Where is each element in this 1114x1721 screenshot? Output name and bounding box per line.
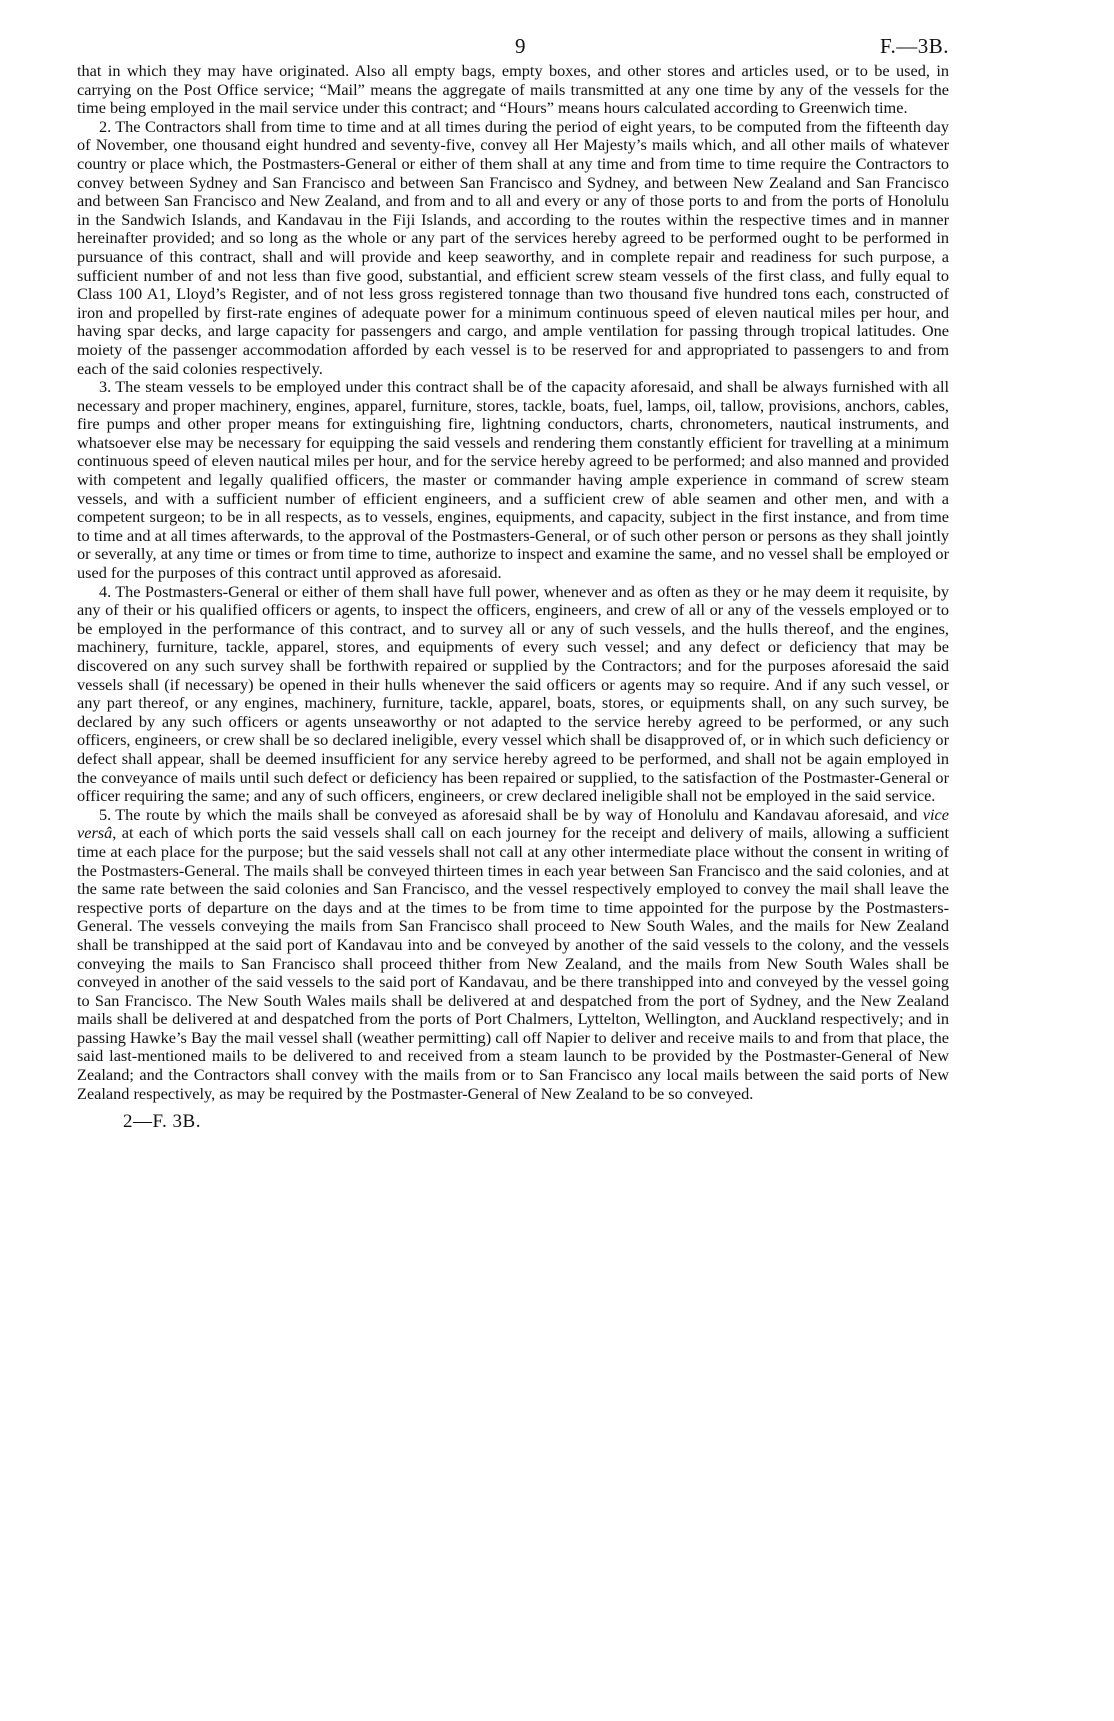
document-page	[77, 0, 949, 1133]
paragraph-clause-3	[77, 378, 949, 583]
paragraph-text: The Postmasters-General or either of them shall have full power, whenever and as often as they or he may deem it requisite, by any of their or his qualified officers or agents, to inspect the officers, engineers, and crew of all or any of the vessels employed or to be employed in the performance of this contract, and to survey all or any of such vessels, and the hulls thereof, and the engines, machinery, furniture, tackle, apparel, stores, and equipments of every such vessel; and any defect or deficiency that may be discovered on any such survey shall be forthwith repaired or supplied by the Contractors; and for the purposes aforesaid the said vessels shall (if necessary) be opened in their hulls whenever the said officers or agents may so require. And if any such vessel, or any part thereof, or any engines, machinery, furniture, tackle, apparel, boats, stores, or equipments shall, on any such survey, be declared by any such officers or agents unseaworthy or not adapted to the service hereby agreed to be performed, or any such officers, engineers, or crew shall be so declared ineligible, every vessel which shall be disapproved of, or in which such deficiency or defect shall appear, shall be deemed insufficient for any service hereby agreed to be performed, and shall not be again employed in the conveyance of mails until such defect or deficiency has been repaired or supplied, to the satisfaction of the Postmaster-General or officer requiring the same; and any of such officers, engineers, or crew declared ineligible shall not be employed in the said service.	[77, 581, 949, 806]
clause-number: 5.	[99, 804, 112, 824]
signature-mark: 2—F. 3B.	[123, 1111, 201, 1133]
paragraph-continuation	[77, 62, 949, 118]
document-body	[77, 62, 949, 1103]
paragraph-clause-4	[77, 583, 949, 806]
paragraph-text: that in which they may have originated. Also all empty bags, empty boxes, and other stores and articles used, or to be used, in carrying on the Post Office service; “Mail” means the aggregate of mails transmitted at any one time by any of the vessels for the time being employed in the mail service under this contract; and “Hours” means hours calculated according to Greenwich time.	[77, 61, 949, 118]
page-number: 9	[515, 34, 526, 58]
clause-number: 4.	[99, 581, 112, 601]
paragraph-text-part-2: , at each of which ports the said vessels shall call on each journey for the receipt and delivery of mails, allowing a sufficient time at each place for the purpose; but the said vessels shall not call at any other intermediate place without the consent in writing of the Postmasters-General. The mails shall be conveyed thirteen times in each year between San Francisco and the said colonies, and at the same rate between the said colonies and San Francisco, and the vessel respectively employed to convey the mail shall leave the respective ports of departure on the days and at the times to be from time to time appointed for the purpose by the Postmasters-General. The vessels conveying the mails from San Francisco shall proceed to New South Wales, and the mails for New Zealand shall be transhipped at the said port of Kandavau into and be conveyed by another of the said vessels to the colony, and the vessels conveying the mails to San Francisco shall proceed thither from New Zealand, and the mails from New South Wales shall be conveyed in another of the said vessels to the said port of Kandavau, and be there transhipped into and conveyed by the vessel going to San Francisco. The New South Wales mails shall be delivered at and despatched from the port of Sydney, and the New Zealand mails shall be delivered at and despatched from the ports of Port Chalmers, Lyttelton, Wellington, and Auckland respectively; and in passing Hawke’s Bay the mail vessel shall (weather permitting) call off Napier to deliver and receive mails to and from that place, the said last-mentioned mails to be delivered to and received from a steam launch to be provided by the Postmaster-General of New Zealand; and the Contractors shall convey with the mails from or to San Francisco any local mails between the said ports of New Zealand respectively, as may be required by the Postmaster-General of New Zealand to be so conveyed.	[77, 823, 949, 1103]
italic-phrase: vice versâ	[77, 804, 949, 843]
clause-number: 2.	[99, 116, 112, 136]
paragraph-clause-5	[77, 806, 949, 1104]
page-header	[77, 0, 949, 62]
paragraph-clause-2	[77, 118, 949, 378]
document-reference: F.—3B.	[879, 34, 949, 58]
clause-number: 3.	[99, 377, 112, 397]
paragraph-text: The Contractors shall from time to time and at all times during the period of eight years, to be computed from the fifteenth day of November, one thousand eight hundred and seventy-five, convey all Her Majesty’s mails which, and all other mails of whatever country or place which, the Postmasters-General or either of them shall at any time and from time to time require the Contractors to convey between Sydney and San Francisco and between San Francisco and Sydney, and between New Zealand and San Francisco and between San Francisco and New Zealand, and from and to all and every or any of those ports to and from the ports of Honolulu in the Sandwich Islands, and Kandavau in the Fiji Islands, and according to the routes within the respective times and in manner hereinafter provided; and so long as the whole or any part of the services hereby agreed to be performed ought to be performed in pursuance of this contract, shall and will provide and keep seaworthy, and in complete repair and readiness for such purpose, a sufficient number of and not less than five good, substantial, and efficient screw steam vessels of the first class, and fully equal to Class 100 A1, Lloyd’s Register, and of not less gross registered tonnage than two thousand five hundred tons each, constructed of iron and propelled by first-rate engines of adequate power for a minimum continuous speed of eleven nautical miles per hour, and having spar decks, and large capacity for passengers and cargo, and ample ventilation for passing through tropical latitudes. One moiety of the passenger accommodation afforded by each vessel is to be reserved for and appropriated to passengers to and from each of the said colonies respectively.	[77, 116, 949, 378]
paragraph-text: The steam vessels to be employed under this contract shall be of the capacity aforesaid, and shall be always furnished with all necessary and proper machinery, engines, apparel, furniture, stores, tackle, boats, fuel, lamps, oil, tallow, provisions, anchors, cables, fire pumps and other proper means for extinguishing fire, lightning conductors, charts, chronometers, nautical instruments, and whatsoever else may be necessary for equipping the said vessels and rendering them constantly efficient for travelling at a minimum continuous speed of eleven nautical miles per hour, and for the service hereby agreed to be performed; and also manned and provided with competent and legally qualified officers, the master or commander having ample experience in command of screw steam vessels, and with a sufficient number of efficient engineers, and a sufficient crew of able seamen and other men, and with a competent surgeon; to be in all respects, as to vessels, engines, equipments, and capacity, subject in the first instance, and from time to time and at all times afterwards, to the approval of the Postmasters-General, or of such other person or persons as they shall jointly or severally, at any time or times or from time to time, authorize to inspect and examine the same, and no vessel shall be employed or used for the purposes of this contract until approved as aforesaid.	[77, 377, 949, 583]
paragraph-text-part-1: The route by which the mails shall be conveyed as aforesaid shall be by way of Honolulu and Kandavau aforesaid, and	[115, 804, 923, 824]
